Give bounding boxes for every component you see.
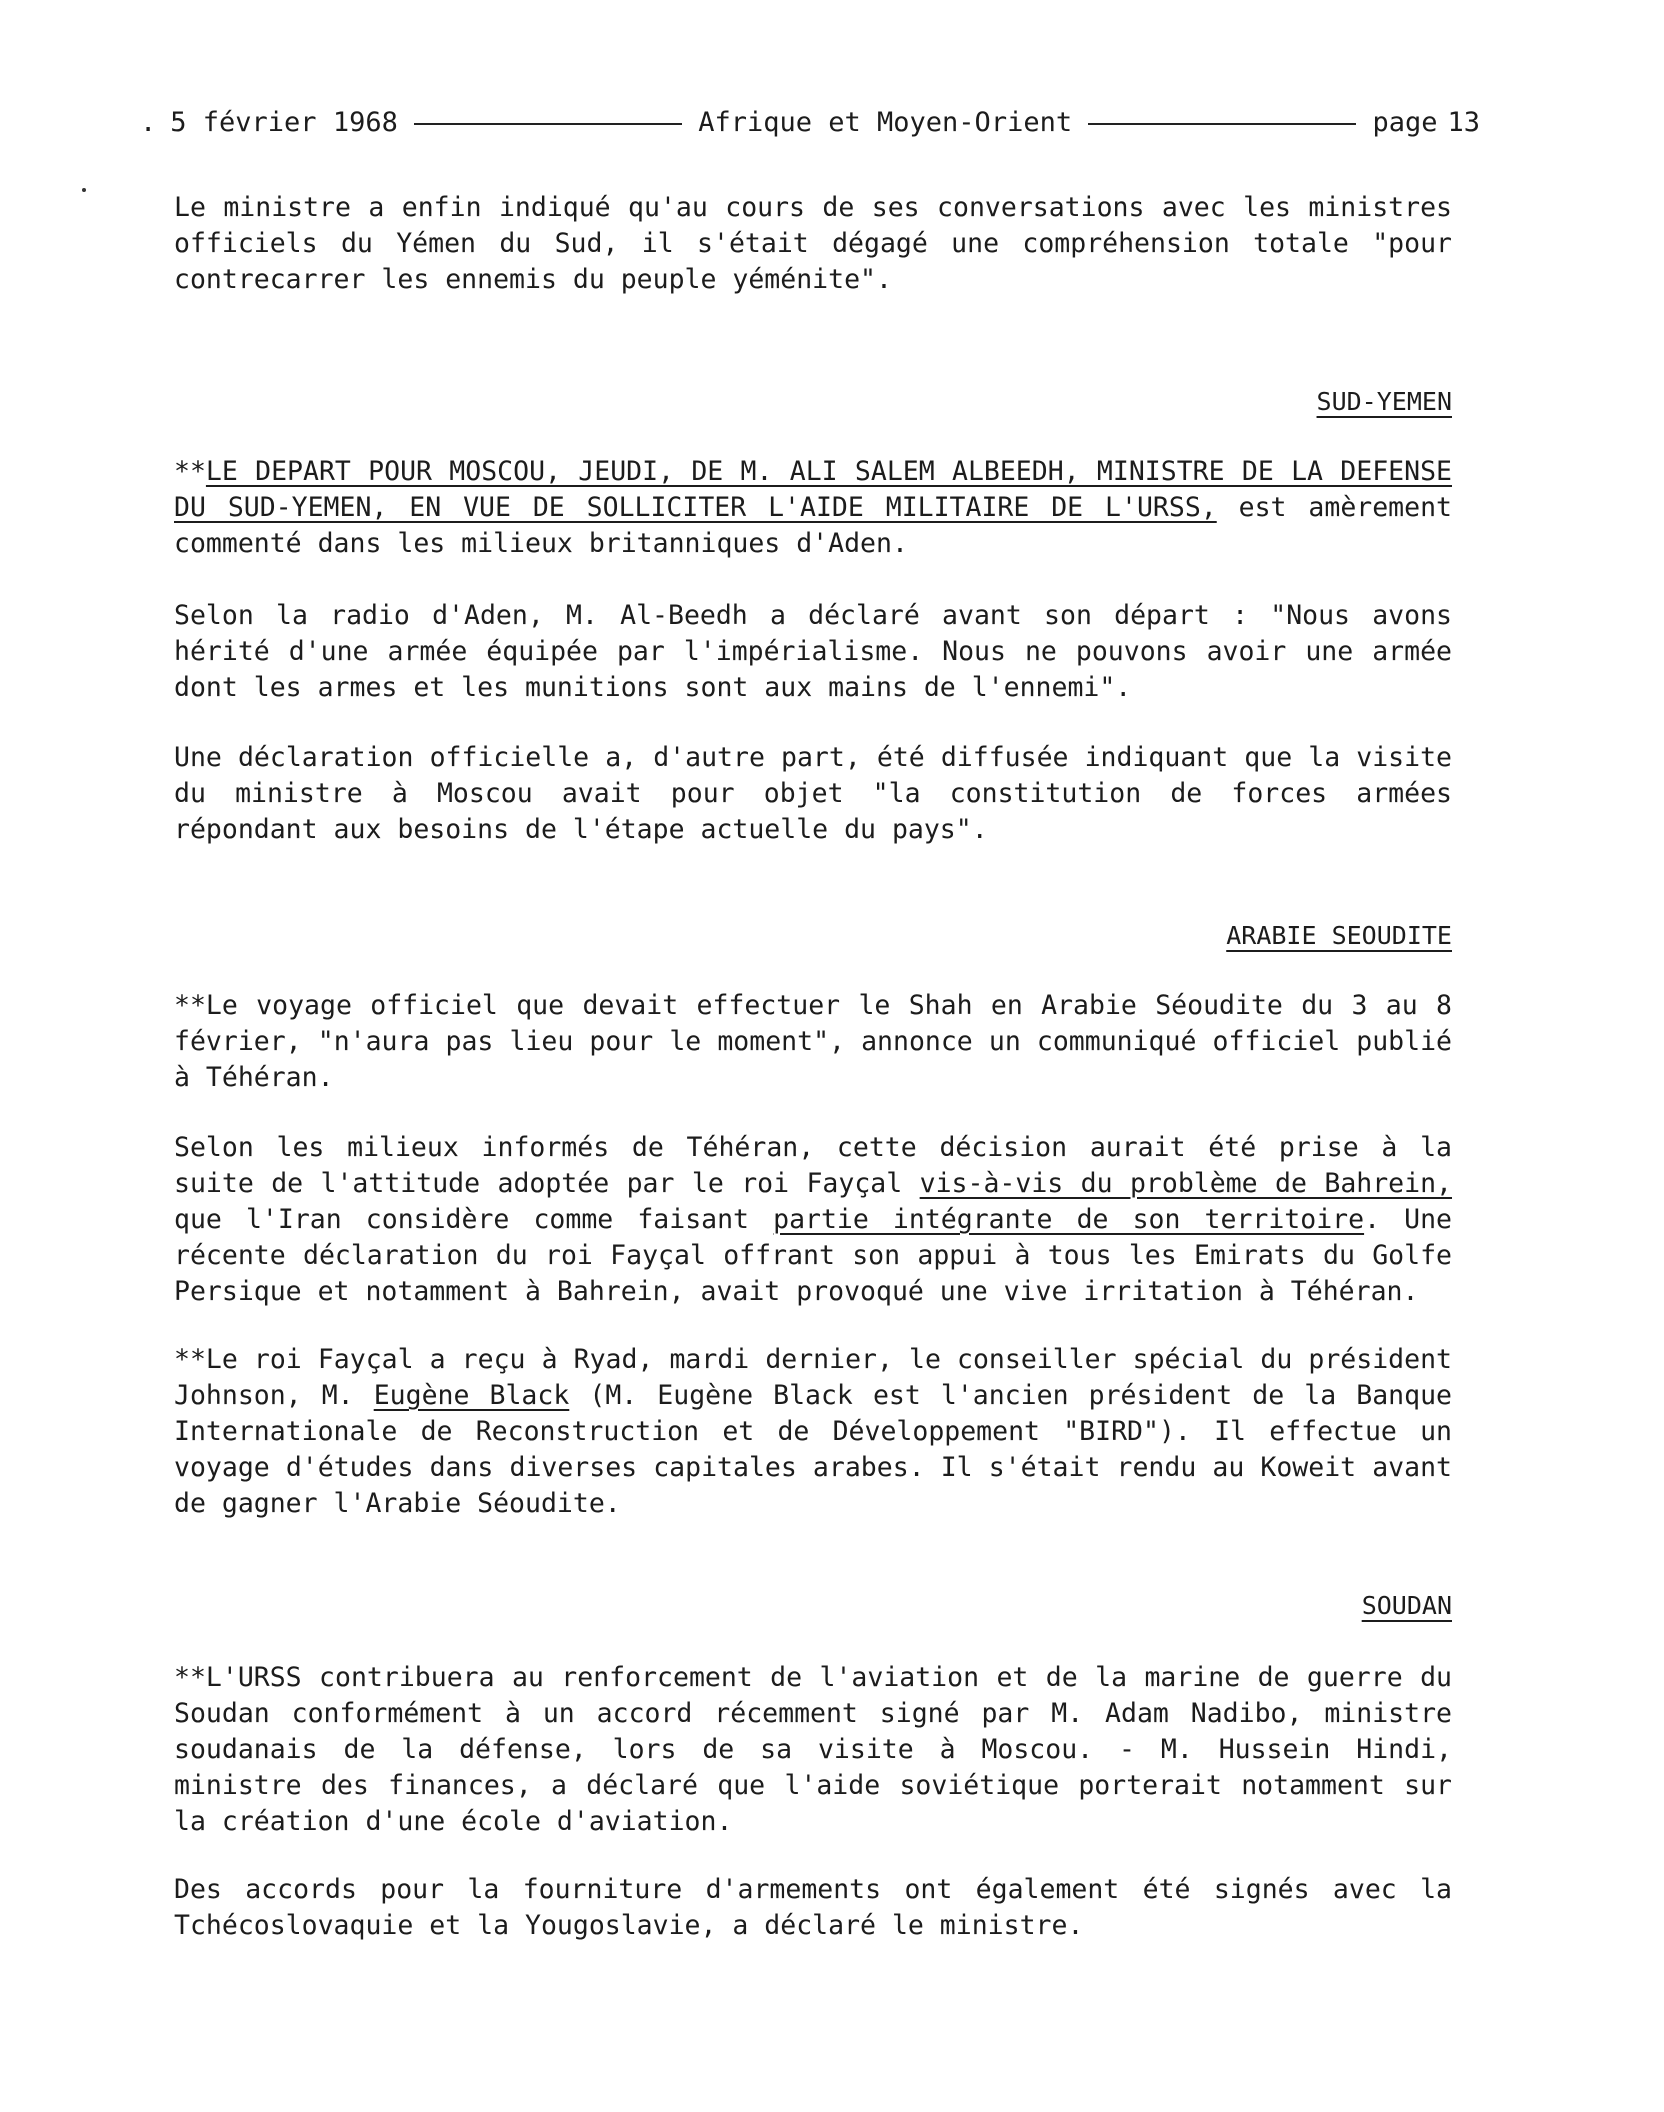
sud-yemen-paragraph-1 [174, 454, 1452, 562]
header-rule-left [414, 123, 682, 125]
heading-arabie-seoudite: ARABIE SEOUDITE [1226, 921, 1452, 950]
arabie-p2-text-c: . Une récente déclaration du roi Fayçal offrant son appui à tous les Emirats du Golfe Persique et notamment à Bahrein, avait provoqué une vive irritation à Téhéran. [174, 1204, 1452, 1307]
sud-yemen-p1-underlined: LE DEPART POUR MOSCOU, JEUDI, DE M. ALI SALEM ALBEEDH, MINISTRE DE LA DEFENSE DU SUD-YEMEN, EN VUE DE SOLLICITER L'AIDE MILITAIRE DE L'URSS, [174, 456, 1452, 523]
sud-yemen-paragraph-2: Selon la radio d'Aden, M. Al-Beedh a déclaré avant son départ : "Nous avons hérité d'une armée équipée par l'impérialisme. Nous ne pouvons avoir une armée dont les armes et les munitions sont aux mains de l'ennemi". [174, 600, 1452, 703]
header-date: 5 février 1968 [170, 106, 398, 138]
stray-mark [82, 188, 86, 192]
soudan-paragraph-1: **L'URSS contribuera au renforcement de l'aviation et de la marine de guerre du Soudan conformément à un accord récemment signé par M. Adam Nadibo, ministre soudanais de la défense, lors de sa visite à Moscou. - M. Hussein Hindi, ministre des finances, a déclaré que l'aide soviétique porterait notamment sur la création d'une école d'aviation. [174, 1662, 1452, 1837]
arabie-paragraph-1: **Le voyage officiel que devait effectuer le Shah en Arabie Séoudite du 3 au 8 février, "n'aura pas lieu pour le moment", annonce un communiqué officiel publié à Téhéran. [174, 990, 1452, 1093]
arabie-p2-underline-bahrein: vis-à-vis du problème de Bahrein, [919, 1168, 1452, 1199]
header-publication: Afrique et Moyen-Orient [698, 106, 1073, 138]
arabie-p3-text-b: (M. Eugène Black est l'ancien président de la Banque Internationale de Reconstruction et de Développement "BIRD"). Il effectue un voyage d'études dans diverses capitales arabes. Il s'était rendu au Koweit avant de gagner l'Arabie Séoudite. [174, 1380, 1452, 1519]
arabie-paragraph-3 [174, 1342, 1452, 1522]
arabie-paragraph-2 [174, 1130, 1452, 1310]
sud-yemen-paragraph-3: Une déclaration officielle a, d'autre part, été diffusée indiquant que la visite du ministre à Moscou avait pour objet "la constitution de forces armées répondant aux besoins de l'étape actuelle du pays". [174, 742, 1452, 845]
sud-yemen-p1-prefix: ** [174, 456, 206, 487]
header-dot: . [140, 106, 157, 138]
arabie-p3-underline-black: Eugène Black [373, 1380, 570, 1411]
heading-soudan: SOUDAN [1361, 1591, 1452, 1620]
header-page-number: 13 [1447, 106, 1481, 138]
intro-paragraph: Le ministre a enfin indiqué qu'au cours de ses conversations avec les ministres officiels du Yémen du Sud, il s'était dégagé une compréhension totale "pour contrecarrer les ennemis du peuple yéménite". [174, 192, 1452, 295]
arabie-p2-text-a: Selon les milieux informés de Téhéran, cette décision aurait été prise à la suite de l'attitude adoptée par le roi Fayçal [174, 1132, 1452, 1199]
arabie-p2-underline-territoire: partie intégrante de son territoire [773, 1204, 1365, 1235]
page-header [140, 104, 1480, 140]
arabie-p2-text-b: que l'Iran considère comme faisant [174, 1204, 774, 1235]
header-page-label: page [1372, 106, 1438, 138]
arabie-p3-text-a: **Le roi Fayçal a reçu à Ryad, mardi dernier, le conseiller spécial du président Johnson, M. [174, 1344, 1452, 1411]
sud-yemen-p1-rest: est amèrement commenté dans les milieux britanniques d'Aden. [174, 492, 1452, 559]
heading-sud-yemen: SUD-YEMEN [1316, 387, 1452, 416]
header-rule-right [1088, 123, 1356, 125]
soudan-paragraph-2: Des accords pour la fourniture d'armements ont également été signés avec la Tchécoslovaquie et la Yougoslavie, a déclaré le ministre. [174, 1874, 1452, 1941]
